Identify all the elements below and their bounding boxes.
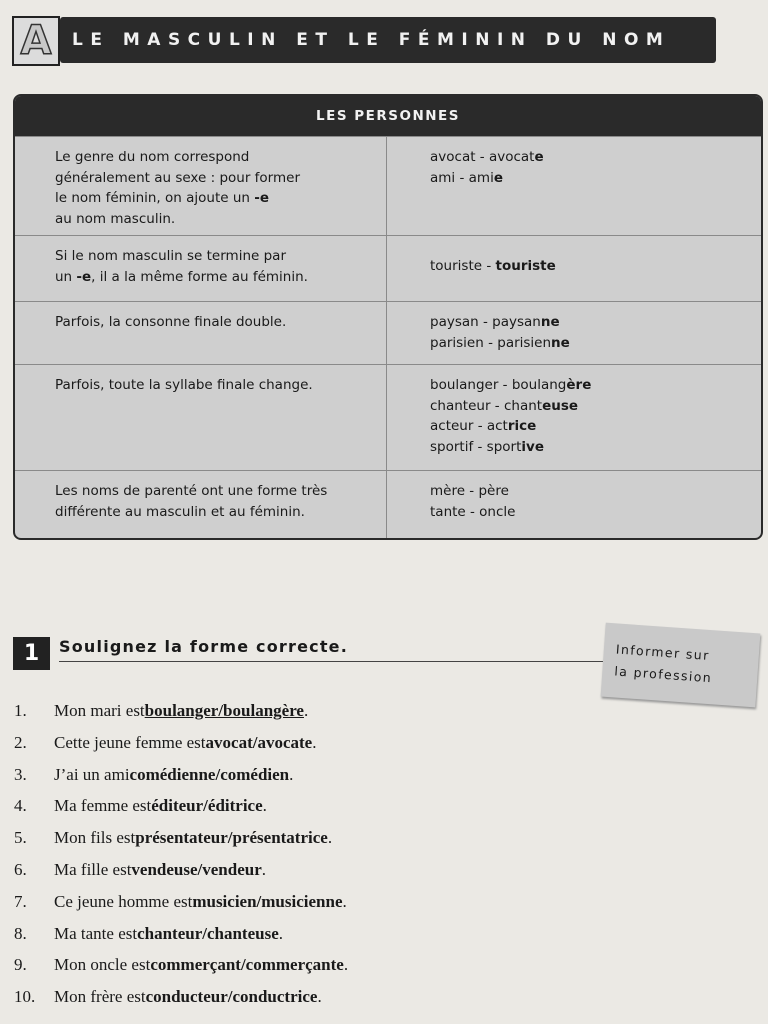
- examples-cell: [387, 137, 761, 235]
- rule-text: Si le nom masculin se termine par: [55, 248, 286, 264]
- example-pair: touriste - touriste: [430, 258, 556, 274]
- example-pair: boulanger - boulangère: [430, 377, 592, 393]
- examples-cell: [387, 471, 761, 539]
- item-options[interactable]: boulanger/boulangère: [144, 701, 304, 720]
- item-text: Mon oncle est: [54, 955, 151, 975]
- exercise-item: 7. Ce jeune homme est musicien/musicienne .: [14, 891, 347, 911]
- exercise-item: 5. Mon fils est présentateur/présentatrice .: [14, 828, 333, 848]
- exercise-item: 1. Mon mari est boulanger/boulangère .: [14, 701, 309, 720]
- table-header: LES PERSONNES: [15, 96, 761, 136]
- item-number: 4.: [14, 796, 27, 816]
- examples-cell: [387, 302, 761, 364]
- rule-cell: [15, 236, 387, 301]
- exercise-item: 9. Mon oncle est commerçant/commerçante .: [14, 955, 349, 975]
- item-number: 10.: [14, 987, 36, 1007]
- example-pair: tante - oncle: [430, 503, 516, 520]
- example-pair: mère - père: [430, 483, 509, 499]
- table-row: [15, 364, 761, 470]
- exercise-item: 6. Ma fille est vendeuse/vendeur .: [14, 859, 267, 879]
- example-pair: sportif - sportive: [430, 438, 544, 455]
- item-options[interactable]: présentateur/présentatrice: [135, 828, 328, 848]
- example-pair: avocat - avocate: [430, 149, 544, 165]
- rule-text: différente au masculin et au féminin.: [55, 503, 305, 520]
- item-number: 1.: [14, 701, 27, 720]
- rule-text: un -e, il a la même forme au féminin.: [55, 268, 308, 285]
- item-options[interactable]: conducteur/conductrice: [145, 987, 318, 1007]
- topic-tag-line: la profession: [613, 663, 713, 686]
- topic-tag: [601, 623, 761, 708]
- item-options[interactable]: comédienne/comédien: [129, 764, 290, 784]
- item-options[interactable]: commerçant/commerçante: [150, 955, 344, 975]
- item-number: 2.: [14, 732, 27, 752]
- rule-cell: [15, 365, 387, 470]
- topic-tag-line: Informer sur: [615, 641, 711, 663]
- item-options[interactable]: vendeuse/vendeur: [131, 859, 262, 879]
- section-title: LE MASCULIN ET LE FÉMININ DU NOM: [72, 30, 671, 50]
- item-number: 5.: [14, 828, 27, 848]
- rule-cell: [15, 302, 387, 364]
- rule-text: le nom féminin, on ajoute un -e: [55, 190, 270, 206]
- exercise-item: 8. Ma tante est chanteur/chanteuse .: [14, 923, 284, 943]
- item-text: Ma fille est: [54, 859, 132, 879]
- exercise-item: 2. Cette jeune femme est avocat/avocate .: [14, 732, 317, 752]
- item-text: J’ai un ami: [54, 764, 130, 784]
- exercise-item: 10. Mon frère est conducteur/conductrice .: [14, 987, 322, 1007]
- item-options[interactable]: musicien/musicienne: [192, 891, 343, 911]
- section-title-bar: [60, 17, 716, 63]
- rule-cell: [15, 137, 387, 235]
- rule-text: au nom masculin.: [55, 210, 176, 227]
- exercise-title: Soulignez la forme correcte.: [59, 637, 349, 656]
- item-number: 7.: [14, 891, 27, 911]
- item-options[interactable]: chanteur/chanteuse: [137, 923, 279, 943]
- table-row: [15, 301, 761, 364]
- item-text: Mon frère est: [54, 987, 146, 1007]
- example-pair: chanteur - chanteuse: [430, 397, 579, 414]
- item-number: 6.: [14, 859, 27, 879]
- examples-cell: [387, 365, 761, 470]
- exercise-title-rule: [59, 661, 603, 662]
- item-text: Cette jeune femme est: [54, 732, 206, 752]
- example-pair: acteur - actrice: [430, 418, 537, 434]
- example-pair: parisien - parisienne: [430, 334, 570, 351]
- item-text: Ma tante est: [54, 923, 138, 943]
- exercise-list: [14, 701, 714, 1019]
- rule-cell: [15, 471, 387, 539]
- item-number: 3.: [14, 764, 27, 784]
- rule-text: Parfois, la consonne finale double.: [55, 314, 287, 330]
- section-letter: A: [12, 16, 60, 66]
- rule-text: généralement au sexe : pour former: [55, 169, 301, 186]
- table-row: [15, 470, 761, 539]
- item-text: Ma femme est: [54, 796, 152, 816]
- exercise-number: 1: [13, 637, 50, 670]
- rule-text: Le genre du nom correspond: [55, 149, 250, 165]
- examples-cell: [387, 236, 761, 301]
- item-options[interactable]: avocat/avocate: [205, 732, 313, 752]
- rule-text: Parfois, toute la syllabe finale change.: [55, 377, 313, 393]
- example-pair: paysan - paysanne: [430, 314, 560, 330]
- example-pair: ami - amie: [430, 169, 503, 186]
- item-text: Mon fils est: [54, 828, 136, 848]
- item-text: Mon mari est: [54, 701, 145, 720]
- item-text: Ce jeune homme est: [54, 891, 193, 911]
- item-number: 8.: [14, 923, 27, 943]
- table-row: [15, 235, 761, 301]
- rule-text: Les noms de parenté ont une forme très: [55, 483, 328, 499]
- table-row: [15, 136, 761, 235]
- item-number: 9.: [14, 955, 27, 975]
- exercise-item: 3. J’ai un ami comédienne/comédien .: [14, 764, 294, 784]
- grammar-table: [13, 94, 763, 540]
- exercise-item: 4. Ma femme est éditeur/éditrice .: [14, 796, 267, 816]
- item-options[interactable]: éditeur/éditrice: [151, 796, 263, 816]
